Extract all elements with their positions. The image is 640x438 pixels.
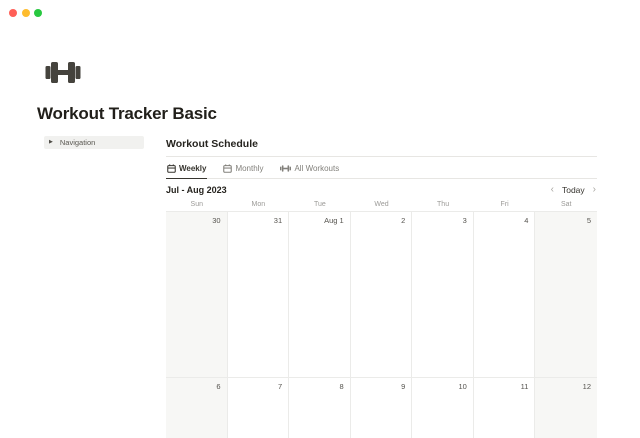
calendar-cell-6[interactable] (166, 378, 228, 438)
tab-label: All Workouts (294, 164, 340, 173)
calendar-icon (167, 164, 176, 173)
calendar-cell-4[interactable] (474, 212, 536, 378)
calendar-cell-aug-1[interactable] (289, 212, 351, 378)
chevron-right-icon: ▶ (49, 139, 53, 145)
navigation-toggle-label: Navigation (59, 138, 96, 147)
calendar-cell-10[interactable] (412, 378, 474, 438)
calendar-toolbar (166, 179, 597, 199)
close-window-button[interactable] (9, 9, 17, 17)
date-label: 8 (339, 382, 344, 391)
section-title: Workout Schedule (166, 138, 597, 157)
date-label: 31 (273, 216, 283, 225)
calendar-cell-31[interactable] (228, 212, 290, 378)
calendar-icon (223, 164, 232, 173)
minimize-window-button[interactable] (22, 9, 30, 17)
calendar-cell-30[interactable] (166, 212, 228, 378)
date-label: 30 (212, 216, 221, 225)
date-label: 11 (520, 382, 529, 391)
workout-schedule-section (166, 138, 597, 438)
date-label: 7 (277, 382, 283, 391)
date-label: 12 (582, 382, 591, 391)
tab-all-workouts[interactable] (279, 162, 340, 179)
next-week-button[interactable]: › (592, 184, 596, 195)
calendar-cell-12[interactable] (535, 378, 597, 438)
tab-label: Weekly (179, 164, 207, 173)
date-label: 5 (586, 216, 591, 225)
tab-monthly[interactable] (222, 162, 264, 179)
day-header-sun: Sun (190, 201, 204, 208)
calendar-grid (166, 211, 597, 438)
day-header-row (166, 199, 597, 211)
page-title: Workout Tracker Basic (37, 104, 217, 123)
prev-week-button[interactable]: ‹ (550, 184, 554, 195)
day-header-wed: Wed (374, 201, 389, 208)
date-label: 6 (216, 382, 221, 391)
date-label: 4 (524, 216, 529, 225)
zoom-window-button[interactable] (34, 9, 42, 17)
day-header-sat: Sat (560, 201, 572, 208)
today-button[interactable]: Today (561, 185, 585, 195)
date-label: 3 (462, 216, 467, 225)
dumbbell-icon (280, 164, 291, 173)
date-label: 10 (458, 382, 467, 391)
date-label: Aug 1 (324, 216, 344, 225)
calendar-cell-2[interactable] (351, 212, 413, 378)
window-controls (9, 9, 42, 17)
navigation-toggle[interactable] (44, 136, 144, 149)
date-range-label: Jul - Aug 2023 (166, 185, 227, 195)
dumbbell-icon[interactable] (45, 60, 81, 85)
tab-weekly[interactable] (166, 162, 207, 179)
calendar-cell-7[interactable] (228, 378, 290, 438)
view-tabs (166, 157, 597, 179)
date-label: 2 (401, 216, 406, 225)
calendar-nav-controls (550, 185, 597, 195)
calendar-cell-5[interactable] (535, 212, 597, 378)
calendar-cell-9[interactable] (351, 378, 413, 438)
tab-label: Monthly (235, 164, 264, 173)
day-header-mon: Mon (251, 201, 266, 208)
calendar-cell-8[interactable] (289, 378, 351, 438)
day-header-thu: Thu (437, 201, 450, 208)
date-label: 9 (401, 382, 406, 391)
day-header-tue: Tue (314, 201, 326, 208)
calendar-cell-11[interactable] (474, 378, 536, 438)
calendar-cell-3[interactable] (412, 212, 474, 378)
day-header-fri: Fri (500, 201, 509, 208)
